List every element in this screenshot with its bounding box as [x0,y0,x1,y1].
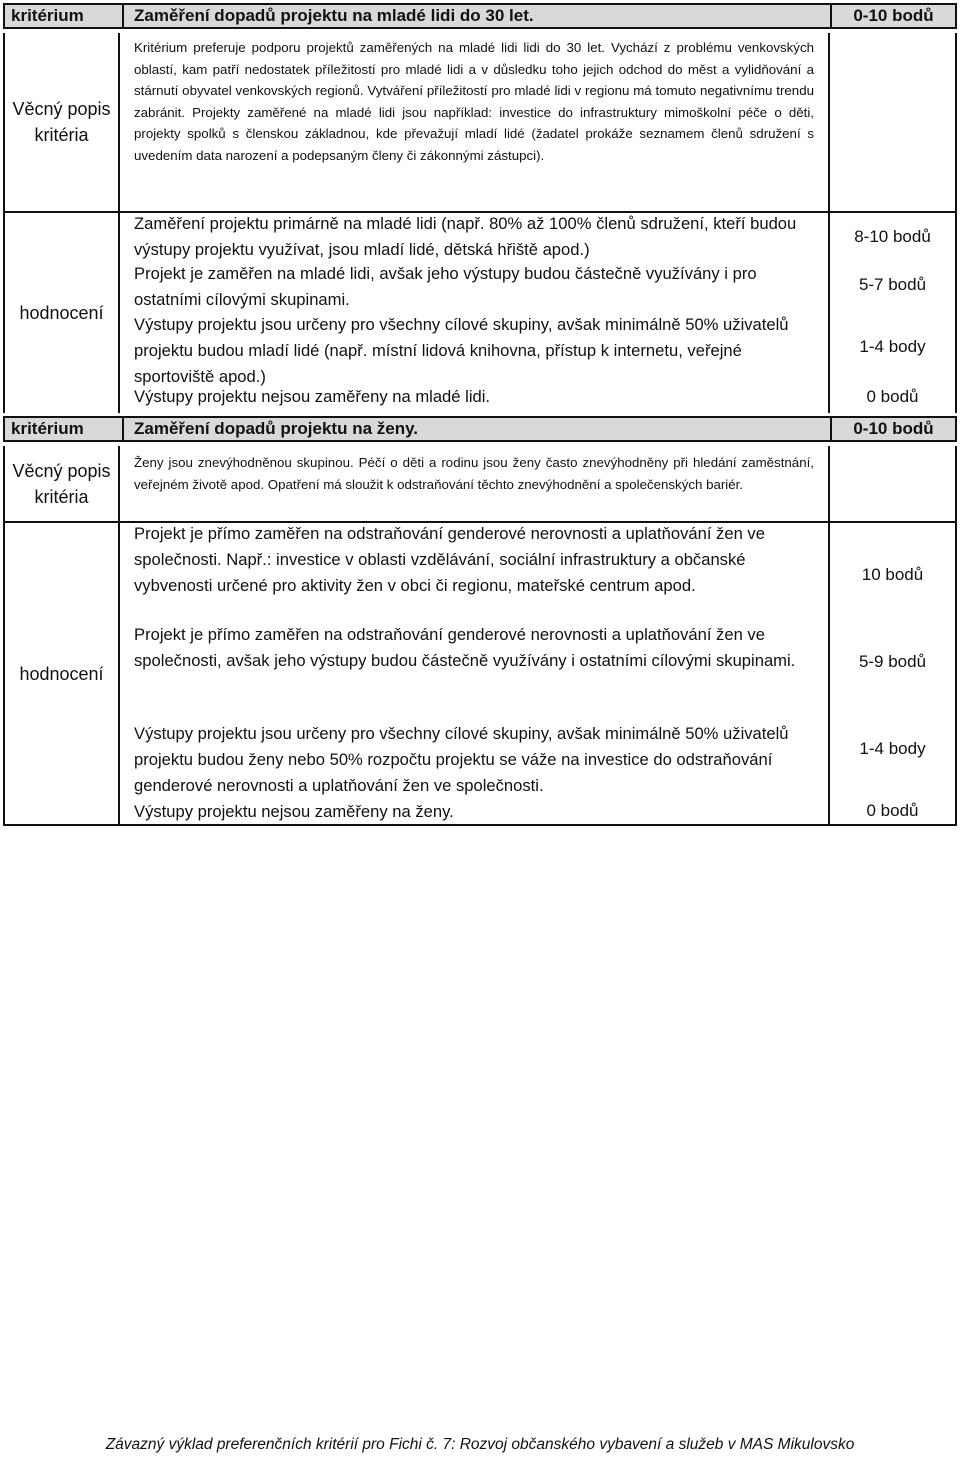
evaluation-item: Výstupy projektu jsou určeny pro všechny cílové skupiny, avšak minimálně 50% uživatelů projektu budou mladí lidé (např. místní lidová knihovna, přístup k internetu, veřejné sportoviště apod.) [134,315,789,386]
evaluation-item: Výstupy projektu jsou určeny pro všechny cílové skupiny, avšak minimálně 50% uživatelů projektu budou ženy nebo 50% rozpočtu projektu se váže na investice do odstraňování genderové nerovnosti a uplatňování žen ve společnosti. [134,724,789,795]
criterion-label: kritérium [11,6,84,25]
evaluation-label: hodnocení [5,523,120,824]
criterion-title: Zaměření dopadů projektu na ženy. [122,418,830,440]
evaluation-item: Zaměření projektu primárně na mladé lidi (např. 80% až 100% členů sdružení, kteří budou výstupy projektu využívat, jsou mladí lidé, dětská hřiště apod.) [134,214,797,259]
evaluation-points: 5-9 bodů [858,652,927,671]
description-text: Kritérium preferuje podporu projektů zaměřených na mladé lidi lidi do 30 let. Vychází z problému venkovských oblastí, kam patří nedostatek příležitostí pro mladé lidi a v důsledku toho jejich odchod do měst a vylidňování a stárnutí obyvatel venkovských regionů. Vytváření příležitostí pro mladé lidi v regionu má tomuto negativnímu trendu zabránit. Projekty zaměřené na mladé lidi jsou například: investice do infrastruktury mimoškolní péče o děti, projekty spolků s členskou základnou, kde převažují mladí lidé (žadatel prokáže seznamem členů sdružení s uvedením data narození a podepsaným členy či zákonnými zástupci). [134,40,814,163]
description-label: Věcný popis kritéria [5,33,120,211]
page-footer: Závazný výklad preferenčních kritérií pro Fichi č. 7: Rozvoj občanského vybavení a služeb v MAS Mikulovsko [105,1436,855,1453]
evaluation-points: 5-7 bodů [858,275,927,294]
evaluation-item: Projekt je přímo zaměřen na odstraňování genderové nerovnosti a uplatňování žen ve společnosti, avšak jeho výstupy budou částečně využívány i ostatními cílovými skupinami. [134,625,796,670]
criterion-title: Zaměření dopadů projektu na mladé lidi do 30 let. [122,5,830,27]
criterion-points: 0-10 bodů [830,418,955,440]
evaluation-label: hodnocení [5,213,120,413]
evaluation-points: 8-10 bodů [854,227,931,246]
criterion-points: 0-10 bodů [830,5,955,27]
criterion-header-young [3,3,957,29]
evaluation-points: 1-4 body [859,337,926,356]
evaluation-item: Výstupy projektu nejsou zaměřeny na mladé lidi. [134,387,491,406]
description-label: Věcný popis kritéria [5,446,120,521]
description-text: Ženy jsou znevýhodněnou skupinou. Péčí o děti a rodinu jsou ženy často znevýhodněny při hledání zaměstnání, veřejném životě apod. Opatření má sloužit k odstraňování těchto znevýhodnění a společenských bariér. [134,455,814,492]
description-row [3,33,957,211]
criterion-header-women [3,416,957,442]
evaluation-item: Výstupy projektu nejsou zaměřeny na ženy. [134,802,454,821]
description-row [3,446,957,521]
evaluation-points: 1-4 body [859,739,926,758]
evaluation-points: 0 bodů [866,801,919,820]
criterion-label: kritérium [11,419,84,438]
evaluation-points: 10 bodů [861,565,924,584]
evaluation-row [3,521,957,826]
evaluation-item: Projekt je zaměřen na mladé lidi, avšak jeho výstupy budou částečně využívány i pro ostatními cílovými skupinami. [134,264,757,309]
evaluation-points: 0 bodů [866,387,919,406]
evaluation-row [3,211,957,413]
evaluation-item: Projekt je přímo zaměřen na odstraňování genderové nerovnosti a uplatňování žen ve společnosti. Např.: investice v oblasti vzdělávání, sociální infrastruktury a občanské vybvenosti určené pro aktivity žen v obci či regionu, mateřské centrum apod. [134,524,765,595]
